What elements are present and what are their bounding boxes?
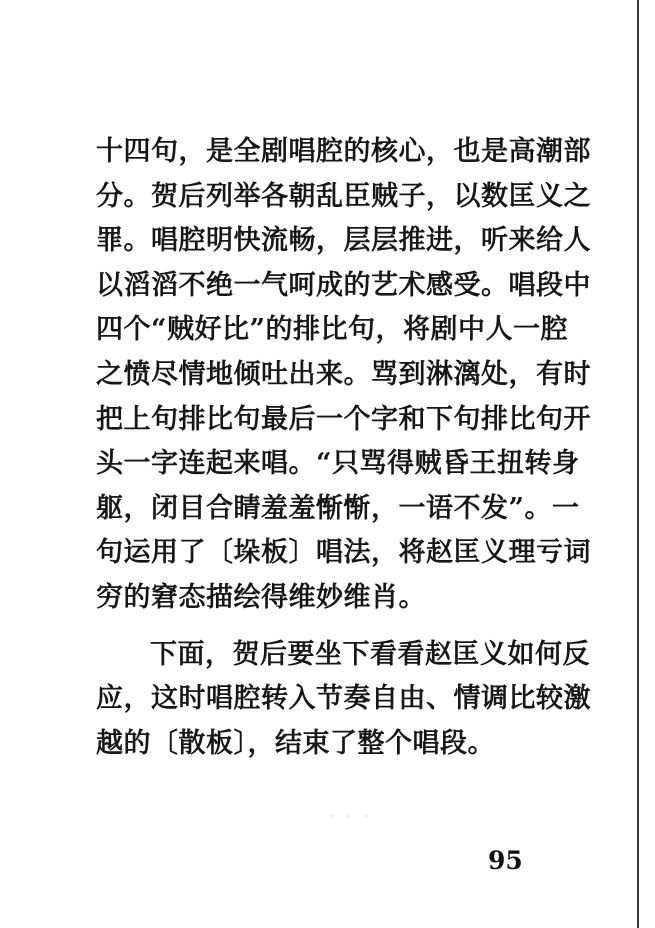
page-number: 95 bbox=[488, 846, 523, 875]
text-line: 穷的窘态描绘得维妙维肖。 bbox=[96, 581, 426, 613]
text-line: 下面，贺后要坐下看看赵匡义如何反 bbox=[150, 638, 590, 670]
text-line: 躯，闭目合睛羞羞惭惭，一语不发”。一 bbox=[96, 492, 580, 524]
paragraph-1 bbox=[96, 130, 591, 621]
text-line: 应，这时唱腔转入节奏自由、情调比较激 bbox=[96, 683, 591, 715]
text-line: 之愤尽情地倾吐出来。骂到淋漓处，有时 bbox=[96, 358, 591, 390]
paragraph-gap bbox=[96, 621, 586, 633]
body-text bbox=[96, 130, 591, 766]
text-line: 把上句排比句最后一个字和下句排比句开 bbox=[96, 403, 591, 435]
text-line: 头一字连起来唱。“只骂得贼昏王扭转身 bbox=[96, 448, 580, 480]
text-line: 以滔滔不绝一气呵成的艺术感受。唱段中 bbox=[96, 269, 591, 301]
text-line: 四个“贼好比”的排比句，将剧中人一腔 bbox=[96, 314, 569, 346]
scan-specks: · · · bbox=[330, 812, 373, 821]
page-edge-line bbox=[637, 0, 639, 928]
text-line: 分。贺后列举各朝乱臣贼子，以数匡义之 bbox=[96, 180, 591, 212]
text-line: 越的〔散板〕，结束了整个唱段。 bbox=[96, 727, 495, 759]
text-line: 句运用了〔垛板〕唱法，将赵匡义理亏词 bbox=[96, 537, 591, 569]
text-line: 十四句，是全剧唱腔的核心，也是高潮部 bbox=[96, 136, 591, 167]
paragraph-2 bbox=[96, 633, 591, 767]
text-line: 罪。唱腔明快流畅，层层推进，听来给人 bbox=[96, 225, 591, 257]
